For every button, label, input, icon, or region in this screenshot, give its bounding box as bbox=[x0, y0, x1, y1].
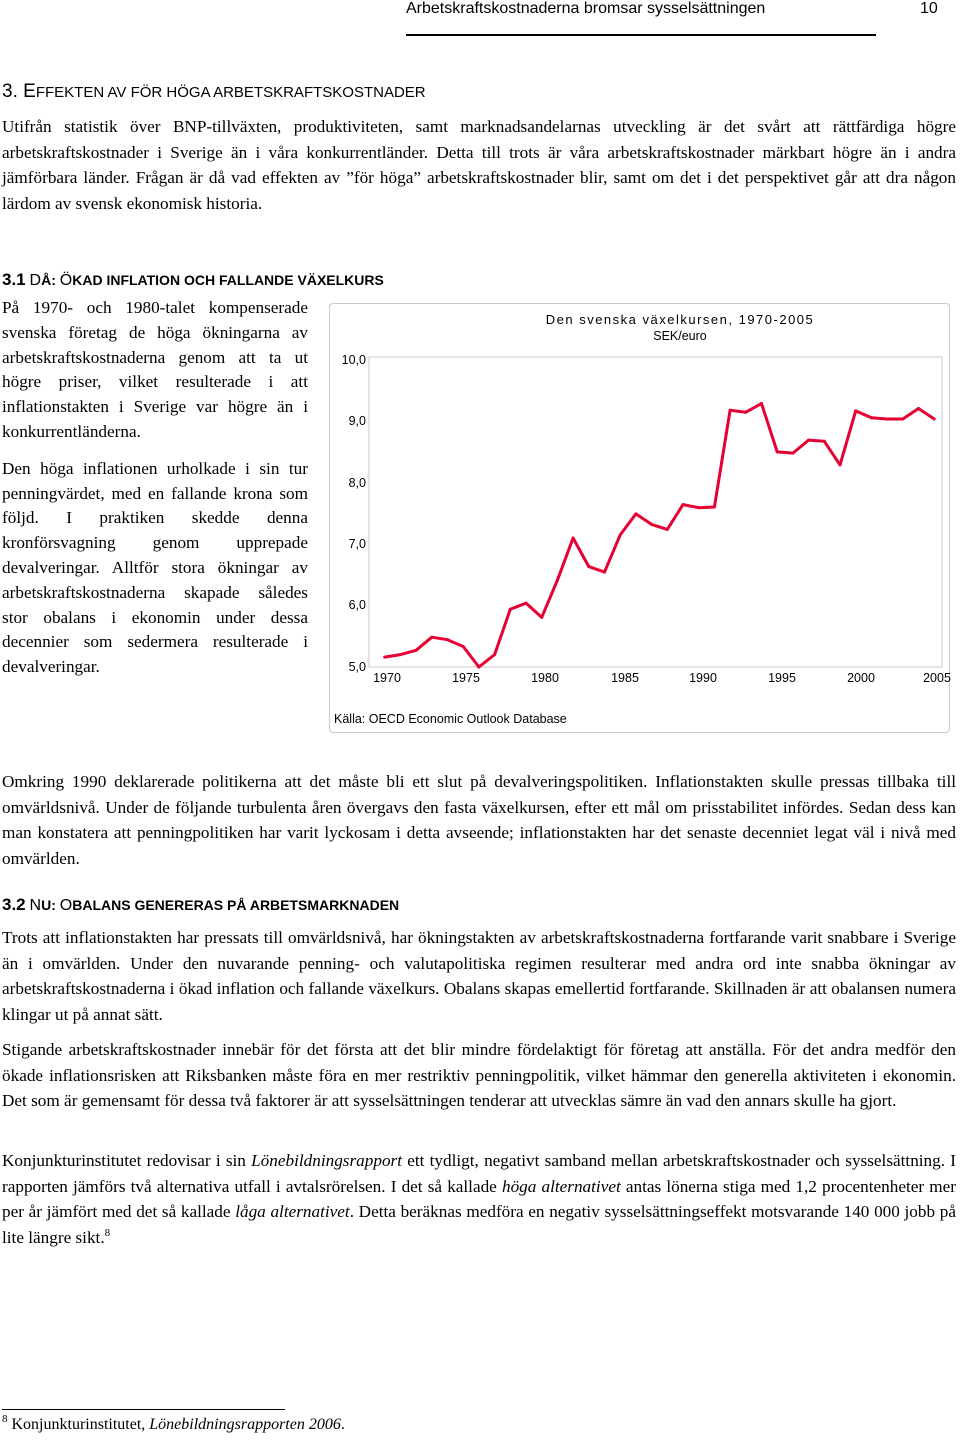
section-3-2-paragraph-3: Konjunkturinstitutet redovisar i sin Lönebildningsrapport ett tydligt, negativt samband mellan arbetskraftskostnader och sysselsättning. I rapporten jämförs två alternativa utfall i avtalsrörelsen. I det så kallade höga alternativet antas lönerna stiga med 1,2 procentenheter mer per år jämfört med det så kallade låga alternativet. Detta beräknas medföra en negativ sysselsättningseffekt motsvarande 140 000 jobb på lite längre sikt.$^8$ bbox=[2, 1151, 956, 1247]
section-3-1-heading: 3.1 DÅ: ÖKAD INFLATION OCH FALLANDE VÄXELKURS bbox=[2, 270, 384, 289]
section-3-2-paragraph-2: Stigande arbetskraftskostnader innebär för det första att det blir mindre fördelaktigt för företag att anställa. För det andra medför den ökade inflationsrisken att Riksbanken måste föra en mer restriktiv penningpolitik, vilket hämmar den generella aktiviteten i ekonomin. Det som är gemensamt för dessa två faktorer är att sysselsättningen tenderar att utvecklas sämre än vad den annars skulle ha gjort. bbox=[2, 1040, 956, 1110]
data-point bbox=[697, 506, 700, 509]
data-point bbox=[477, 666, 480, 669]
data-point bbox=[666, 528, 669, 531]
data-point bbox=[587, 565, 590, 568]
data-point bbox=[462, 645, 465, 648]
data-point bbox=[619, 533, 622, 536]
x-tick-label: 1985 bbox=[611, 671, 639, 685]
data-point bbox=[854, 409, 857, 412]
data-point bbox=[509, 608, 512, 611]
section-3-1-number: 3.1 bbox=[2, 270, 26, 289]
data-point bbox=[933, 418, 936, 421]
header-rule bbox=[406, 34, 876, 36]
x-tick-label: 1970 bbox=[373, 671, 401, 685]
y-tick-label: 10,0 bbox=[341, 353, 366, 367]
exchange-rate-chart bbox=[329, 303, 950, 733]
y-tick-label: 9,0 bbox=[348, 414, 366, 428]
plot-area bbox=[369, 357, 942, 667]
y-tick-label: 8,0 bbox=[348, 476, 366, 490]
x-tick-label: 2000 bbox=[847, 671, 875, 685]
y-tick-label: 6,0 bbox=[348, 598, 366, 612]
section-3-paragraph: Utifrån statistik över BNP-tillväxten, produktiviteten, samt marknadsandelarnas utveckling är det svårt att rättfärdiga högre arbetskraftskostnader i Sverige än i våra konkurrentländer. Detta till trots är våra arbetskraftskostnader märkbart högre än i andra jämförbara länder. Frågan är då vad effekten av ”för höga” arbetskraftskostnader blir, samt om det i det perspektivet går att dra någon lärdom av svensk ekonomisk historia. bbox=[2, 117, 956, 213]
data-point bbox=[744, 411, 747, 414]
x-tick-label: 1995 bbox=[768, 671, 796, 685]
data-point bbox=[650, 523, 653, 526]
x-tick-label: 1980 bbox=[531, 671, 559, 685]
data-point bbox=[634, 512, 637, 515]
running-header bbox=[0, 0, 960, 40]
data-point bbox=[525, 602, 528, 605]
chart-plot bbox=[330, 304, 949, 732]
data-point bbox=[399, 653, 402, 656]
chart-source: Källa: OECD Economic Outlook Database bbox=[334, 712, 567, 726]
page-number: 10 bbox=[920, 0, 938, 17]
data-point bbox=[901, 418, 904, 421]
section-3-initial: E bbox=[23, 81, 36, 102]
data-point bbox=[446, 638, 449, 641]
data-point bbox=[572, 537, 575, 540]
data-point bbox=[383, 656, 386, 659]
footnote: $^8$ Konjunkturinstitutet, Lönebildningsrapporten 2006. bbox=[2, 1413, 345, 1433]
chart-title: Den svenska växelkursen, 1970-2005 bbox=[545, 312, 815, 327]
report-title: Lönebildningsrapport bbox=[251, 1151, 403, 1170]
y-tick-label: 5,0 bbox=[348, 660, 366, 674]
data-point bbox=[776, 450, 779, 453]
data-point bbox=[430, 636, 433, 639]
x-tick-label: 1975 bbox=[452, 671, 480, 685]
footnote-reference[interactable]: 8 bbox=[104, 1226, 111, 1239]
data-point bbox=[682, 503, 685, 506]
section-3-title: FFEKTEN AV FÖR HÖGA ARBETSKRAFTSKOSTNADER bbox=[35, 84, 426, 101]
x-tick-label: 2005 bbox=[923, 671, 951, 685]
section-3-number: 3. bbox=[2, 81, 18, 102]
data-point bbox=[556, 579, 559, 582]
data-point bbox=[807, 439, 810, 442]
column-paragraph-1: På 1970- och 1980-talet kompenserade svenska företag de höga ökningarna av arbetskraftskostnaderna genom att ta ut högre priser, vilket resulterade i att inflationstakten i Sverige var högre än i konkurrentländerna. bbox=[2, 298, 308, 441]
section-3-heading bbox=[2, 80, 426, 105]
data-point bbox=[823, 440, 826, 443]
data-point bbox=[917, 407, 920, 410]
data-point bbox=[870, 416, 873, 419]
running-header-title: Arbetskraftskostnaderna bromsar sysselsättningen bbox=[406, 0, 766, 17]
data-point bbox=[839, 463, 842, 466]
footnote-rule bbox=[2, 1409, 285, 1410]
data-point bbox=[493, 653, 496, 656]
data-point bbox=[540, 616, 543, 619]
section-3-1-column bbox=[2, 296, 308, 692]
section-3-2-paragraph-1: Trots att inflationstakten har pressats till omvärldsnivå, har ökningstakten av arbetskraftskostnaderna fortfarande varit snabbare i Sverige än i omvärlden. Under den nuvarande penning- och valutapolitiska regimen resulterar med andra ord inte snabba ökningar av arbetskraftskostnaderna i ökad inflation och fallande växelkurs. Obalans skapas emellertid fortfarande. Skillnaden är att obalansen numera klingar ut på annat sätt. bbox=[2, 928, 956, 1024]
data-point bbox=[603, 571, 606, 574]
data-point bbox=[886, 418, 889, 421]
column-paragraph-2: Den höga inflationen urholkade i sin tur penningvärdet, med en fallande krona som följd. I praktiken skedde denna kronförsvagning genom upprepade devalveringar. Alltför stora ökningar av arbetskraftskostnaderna skapade således stor obalans i ekonomin under dessa decennier som sedermera resulterade i devalveringar. bbox=[2, 458, 308, 677]
y-tick-label: 7,0 bbox=[348, 537, 366, 551]
section-3-2-number: 3.2 bbox=[2, 895, 26, 914]
data-point bbox=[791, 452, 794, 455]
chart-subtitle: SEK/euro bbox=[653, 329, 707, 343]
x-tick-label: 1990 bbox=[689, 671, 717, 685]
section-3-1-paragraph: Omkring 1990 deklarerade politikerna att det måste bli ett slut på devalveringspolitiken. Inflationstakten skulle pressas tillbaka till omvärldsnivå. Under de följande turbulenta åren övergavs den fasta växelkursen, efter ett mål om prisstabilitet infördes. Sedan dess kan man konstatera att penningpolitiken har varit lyckosam i detta avseende; inflationstakten har det senaste decenniet legat väl i nivå med omvärlden. bbox=[2, 772, 956, 868]
data-point bbox=[713, 506, 716, 509]
section-3-2-heading: 3.2 NU: OBALANS GENERERAS PÅ ARBETSMARKNADEN bbox=[2, 895, 400, 914]
data-point bbox=[415, 649, 418, 652]
data-point bbox=[760, 402, 763, 405]
data-point bbox=[729, 409, 732, 412]
